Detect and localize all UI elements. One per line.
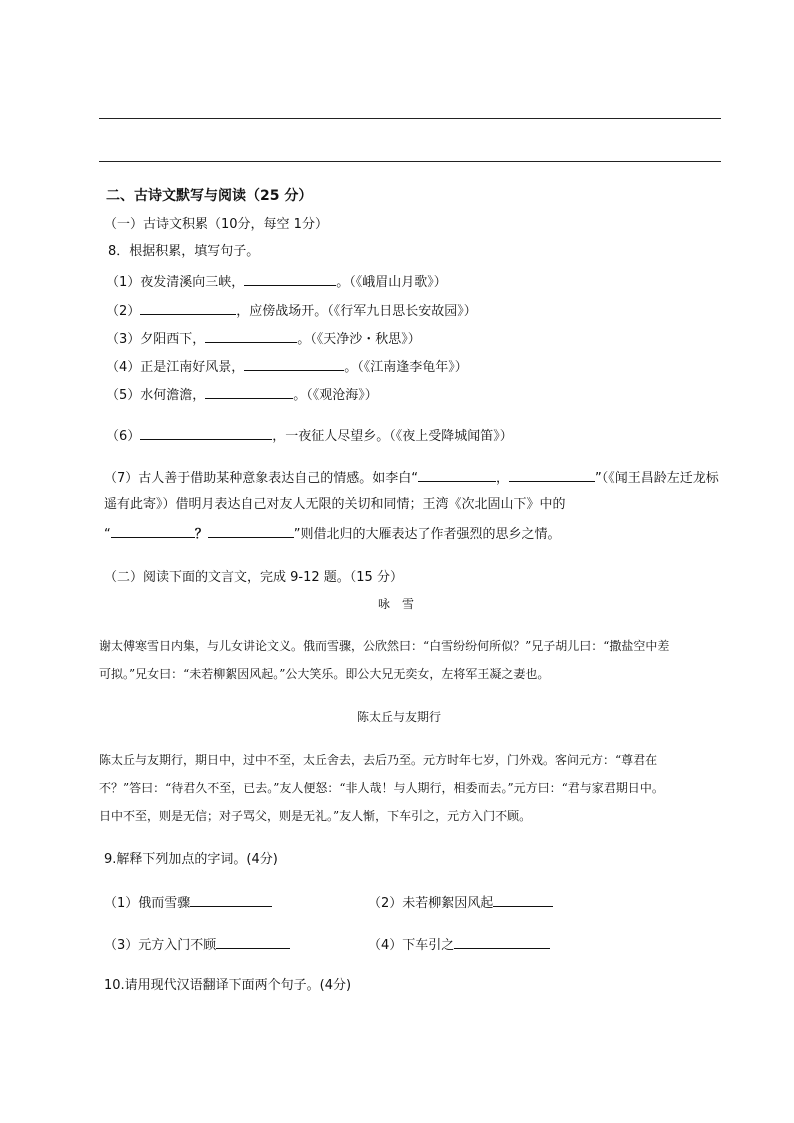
q9-item-label: （4）下车引之 — [368, 938, 455, 953]
q8-item-post: 。（《江南逢李龟年》） — [344, 360, 468, 375]
q8-item-post: ，一夜征人尽望乡。（《夜上受降城闻笛》） — [272, 429, 513, 444]
q8-item — [106, 385, 378, 405]
q8-item-post: 。（《天净沙・秋思》） — [297, 332, 421, 347]
q8-item — [106, 301, 477, 321]
q8-item-pre: （3）夕阳西下， — [106, 332, 206, 347]
blank[interactable] — [493, 893, 553, 907]
q8-7-mid: ， — [496, 471, 510, 486]
q8-item — [106, 272, 447, 292]
text1-line: 可拟。”兄女曰：“未若柳絮因风起。”公大笑乐。即公大兄无奕女，左将军王凝之妻也。 — [99, 667, 550, 681]
q8-7-line1 — [104, 468, 719, 488]
q8-title: 8．根据积累，填写句子。 — [108, 244, 260, 259]
blank[interactable] — [111, 524, 195, 538]
part2-heading: （二）阅读下面的文言文，完成 9-12 题。（15 分） — [104, 570, 403, 585]
q8-item — [106, 329, 421, 349]
q8-7-line3 — [104, 524, 561, 544]
q8-item — [106, 426, 513, 446]
q8-item-pre: （5）水何澹澹， — [106, 388, 206, 403]
q8-7-post: ”（《闻王昌龄左迁龙标 — [595, 471, 719, 486]
q9-item — [368, 893, 553, 913]
q9-item — [104, 935, 290, 955]
q9-item-label: （3）元方入门不顾 — [104, 938, 217, 953]
q8-item-pre: （6） — [106, 429, 141, 444]
text2-line: 陈太丘与友期行，期日中，过中不至，太丘舍去，去后乃至。元方时年七岁，门外戏。客问元方：“尊君在 — [99, 753, 658, 767]
q9-title: 9.解释下列加点的字词。(4分) — [104, 852, 278, 867]
blank[interactable] — [140, 301, 236, 315]
section-heading: 二、古诗文默写与阅读（25 分） — [106, 188, 313, 204]
blank[interactable] — [244, 357, 344, 371]
answer-line-1[interactable] — [99, 118, 721, 119]
q8-item-post: 。（《观沧海》） — [293, 388, 378, 403]
q8-item-pre: （4）正是江南好风景， — [106, 360, 245, 375]
text1-line: 谢太傅寒雪日内集，与儿女讲论文义。俄而雪骤，公欣然曰：“白雪纷纷何所似？”兄子胡儿曰：“撒盐空中差 — [99, 639, 670, 653]
q10-title: 10.请用现代汉语翻译下面两个句子。(4分) — [104, 978, 352, 993]
q8-item-pre: （1）夜发清溪向三峡， — [106, 275, 245, 290]
q9-item — [368, 935, 550, 955]
q8-item-pre: （2） — [106, 304, 141, 319]
q8-7-line3-post: ”则借北归的大雁表达了作者强烈的思乡之情。 — [293, 527, 561, 542]
blank[interactable] — [509, 468, 595, 482]
answer-line-2[interactable] — [99, 161, 721, 162]
blank[interactable] — [418, 468, 496, 482]
blank[interactable] — [205, 385, 293, 399]
q8-item-post: 。（《峨眉山月歌》） — [336, 275, 447, 290]
q8-7-pre: （7）古人善于借助某种意象表达自己的情感。如李白“ — [104, 471, 419, 486]
part1-heading: （一）古诗文积累（10分，每空 1分） — [104, 217, 328, 232]
q8-7-open-quote: “ — [104, 527, 111, 542]
blank[interactable] — [205, 329, 297, 343]
blank[interactable] — [140, 426, 272, 440]
text1-title: 咏 雪 — [378, 597, 415, 611]
blank[interactable] — [244, 272, 336, 286]
q8-7-line2: 遥有此寄》）借明月表达自己对友人无限的关切和同情；王湾《次北固山下》中的 — [104, 497, 566, 512]
q9-item — [104, 893, 272, 913]
blank[interactable] — [208, 524, 294, 538]
blank[interactable] — [216, 935, 290, 949]
text2-line: 不？”答曰：“待君久不至，已去。”友人便怒：“非人哉！与人期行，相委而去。”元方曰：“君与家君期日中。 — [99, 781, 664, 795]
blank[interactable] — [190, 893, 272, 907]
q9-item-label: （2）未若柳絮因风起 — [368, 896, 494, 911]
blank[interactable] — [454, 935, 550, 949]
text2-line: 日中不至，则是无信；对子骂父，则是无礼。”友人惭，下车引之，元方入门不顾。 — [99, 809, 532, 823]
q8-item-post: ，应傍战场开。（《行军九日思长安故园》） — [236, 304, 477, 319]
q8-7-qmark: ？ — [194, 527, 208, 542]
q8-item — [106, 357, 468, 377]
q9-item-label: （1）俄而雪骤 — [104, 896, 191, 911]
text2-title: 陈太丘与友期行 — [357, 710, 442, 724]
